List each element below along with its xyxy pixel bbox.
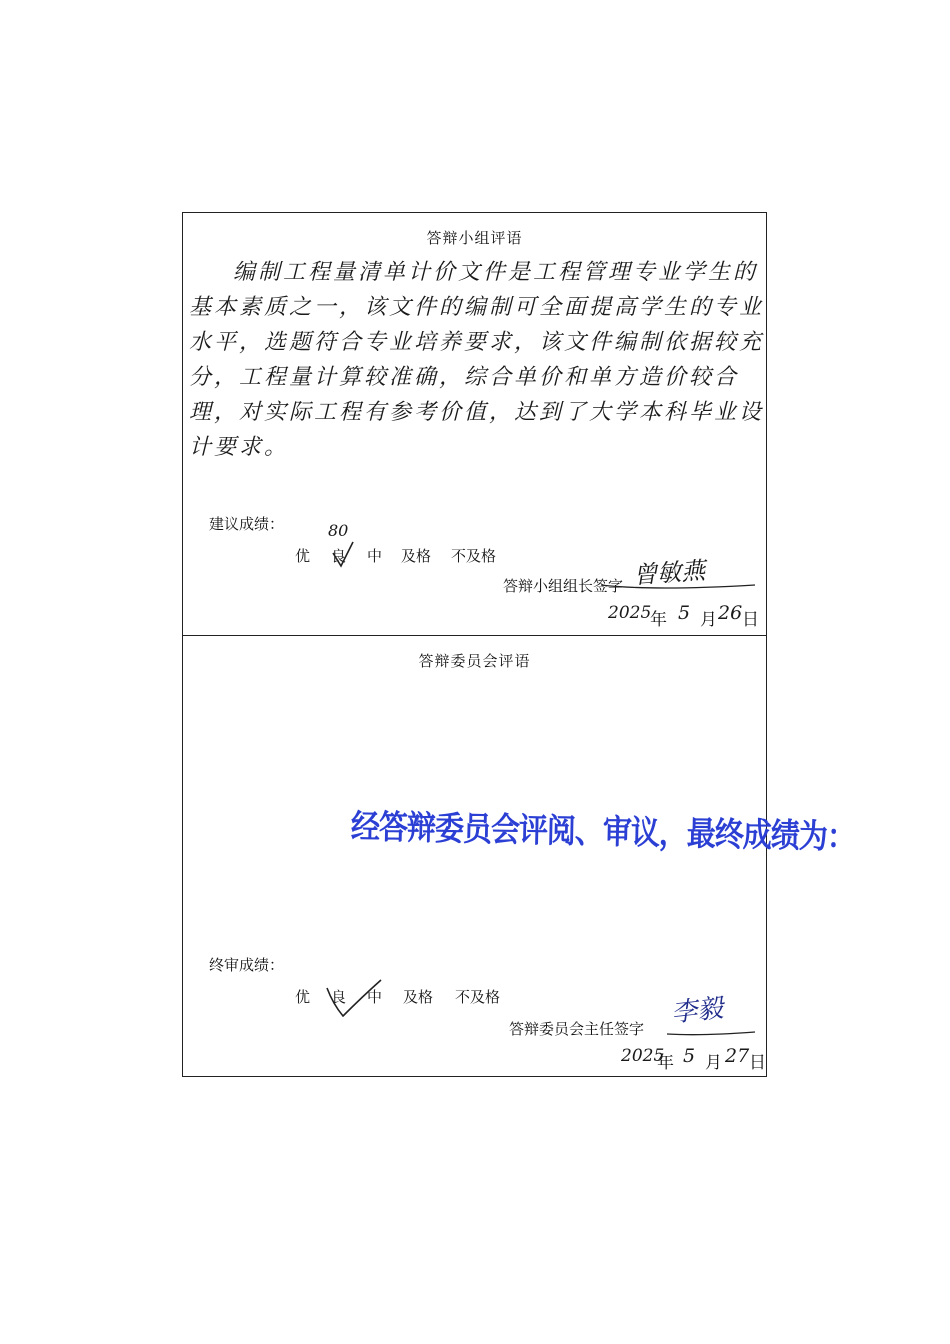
- committee-review-section: [183, 636, 856, 1076]
- date-year-unit: 年: [650, 610, 667, 630]
- group-leader-signature: 曾敏燕: [632, 556, 707, 590]
- final-date-day: 27: [725, 1045, 750, 1067]
- date-month: 5: [678, 602, 691, 624]
- group-review-comment: 编制工程量清单计价文件是工程管理专业学生的基本素质之一，该文件的编制可全面提高学生的专业水平，选题符合专业培养要求，该文件编制依据较充分，工程量计算较准确，综合单价和单方造价较合理，对实际工程有参考价值，达到了大学本科毕业设计要求。: [189, 260, 765, 460]
- group-review-heading: 答辩小组评语: [426, 229, 523, 247]
- committee-review-heading: 答辩委员会评语: [418, 652, 531, 670]
- grade-option-medium: 中: [367, 547, 383, 565]
- grade-option-good: 良: [331, 547, 347, 565]
- date-year: 2025: [608, 603, 652, 623]
- final-grade-options: [295, 986, 500, 1007]
- final-date-day-unit: 日: [749, 1053, 766, 1073]
- committee-chair-signature: 李毅: [669, 993, 725, 1029]
- committee-review-date: [621, 1044, 766, 1073]
- written-score: 80: [328, 521, 349, 540]
- committee-stamp: 经答辩委员会评阅、审议，最终成绩为：: [350, 806, 856, 857]
- date-month-unit: 月: [700, 610, 717, 630]
- chair-signature-underline: [667, 1032, 755, 1035]
- final-grade-option-fail: 不及格: [455, 988, 501, 1006]
- final-date-month-unit: 月: [705, 1053, 722, 1073]
- suggested-grade-label: 建议成绩：: [209, 515, 285, 533]
- committee-chair-signature-label: 答辩委员会主任签字: [509, 1020, 645, 1038]
- final-grade-option-pass: 及格: [403, 988, 434, 1006]
- grade-option-excellent: 优: [295, 547, 311, 565]
- suggested-grade-options: [295, 545, 496, 566]
- review-form: [182, 212, 856, 1077]
- final-grade-option-excellent: 优: [295, 988, 311, 1006]
- date-day: 26: [718, 602, 743, 624]
- final-grade-option-good: 良: [331, 988, 347, 1006]
- grade-option-fail: 不及格: [451, 547, 497, 565]
- final-date-month: 5: [683, 1045, 696, 1067]
- group-leader-signature-label: 答辩小组组长签字: [503, 577, 624, 595]
- final-grade-label: 终审成绩：: [209, 956, 285, 974]
- final-date-year: 2025: [621, 1046, 665, 1066]
- group-review-section: [183, 213, 766, 636]
- final-date-year-unit: 年: [657, 1053, 674, 1073]
- group-review-date: [608, 601, 759, 630]
- grade-option-pass: 及格: [401, 547, 432, 565]
- date-day-unit: 日: [742, 610, 759, 630]
- final-grade-option-medium: 中: [367, 988, 383, 1006]
